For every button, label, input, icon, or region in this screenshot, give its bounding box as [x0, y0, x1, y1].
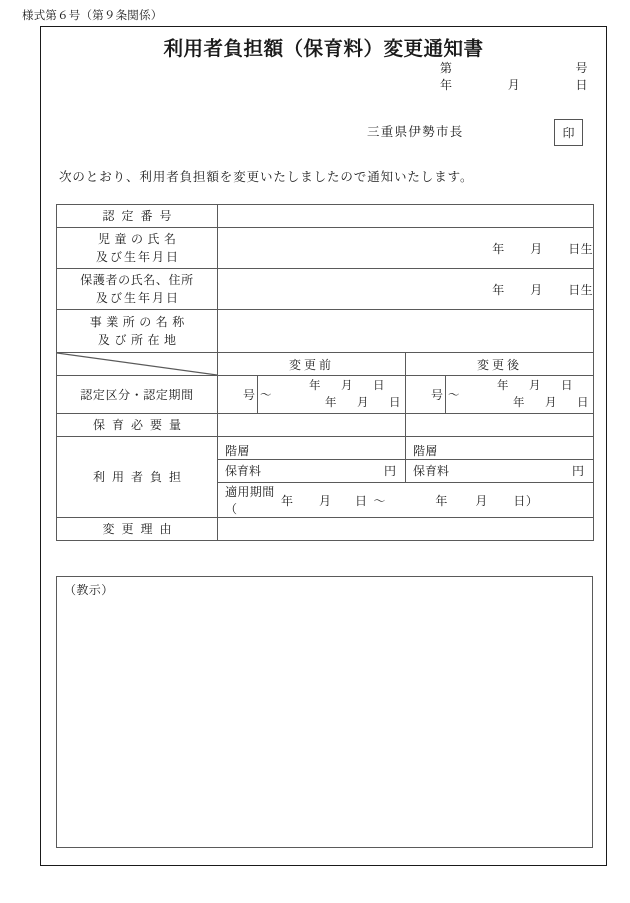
fee-unit-before: 円 [383, 464, 396, 479]
child-birth-month-label: 月 [530, 241, 543, 256]
apply-start-month: 月 [319, 493, 332, 508]
table-row-care-volume [57, 414, 594, 437]
table-row-facility [57, 310, 594, 353]
value-change-reason[interactable] [218, 518, 594, 541]
date-day-label: 日 [575, 78, 588, 93]
issuer-name: 三重県伊勢市長 [367, 125, 464, 139]
column-header-after: 変更後 [406, 353, 594, 376]
number-prefix-label: 第 [440, 61, 453, 75]
date-month-label: 月 [507, 78, 521, 93]
label-care-volume: 保育必要量 [57, 414, 218, 437]
value-fee-before[interactable] [218, 460, 406, 483]
value-certification-period-after[interactable] [406, 376, 594, 414]
guardian-birth-year-label: 年 [492, 282, 505, 297]
table-row-change-reason [57, 518, 594, 541]
fee-label-before: 保育料 [225, 464, 262, 479]
guardian-birth-month-label: 月 [530, 282, 543, 297]
table-row-child-name [57, 228, 594, 269]
table-row-certification-type-period [57, 376, 594, 414]
diagonal-blank-cell [57, 353, 218, 376]
form-number: 様式第６号（第９条関係） [22, 10, 163, 22]
value-tier-before[interactable] [218, 437, 406, 460]
label-change-reason: 変更理由 [57, 518, 218, 541]
table-row-change-headers [57, 353, 594, 376]
seal-icon: 印 [554, 119, 583, 146]
lead-sentence: 次のとおり、利用者負担額を変更いたしましたので通知いたします。 [59, 170, 474, 184]
value-facility[interactable] [218, 310, 594, 353]
label-certification-number: 認定番号 [57, 205, 218, 228]
table-row-guardian [57, 269, 594, 310]
after-period-start: 年 月 日 [497, 380, 573, 392]
document-frame [40, 26, 607, 866]
instruction-label: （教示） [64, 583, 114, 597]
after-go-unit: 号 [406, 376, 446, 413]
apply-end-month: 月 [475, 493, 488, 508]
value-care-volume-before[interactable] [218, 414, 406, 437]
before-period-start: 年 月 日 [309, 380, 385, 392]
child-birth-day-label: 日生 [568, 241, 593, 256]
apply-end-year: 年 [435, 493, 448, 508]
page-title: 利用者負担額（保育料）変更通知書 [163, 37, 484, 60]
label-user-burden: 利用者負担 [57, 437, 218, 518]
label-facility: 事業所の名称 及び所在地 [57, 310, 218, 353]
apply-period-tilde: ～ [373, 493, 386, 508]
fee-label-after: 保育料 [413, 464, 450, 479]
value-guardian-birthdate[interactable] [218, 269, 594, 310]
label-child-name: 児童の氏名 及び生年月日 [57, 228, 218, 269]
value-tier-after[interactable] [406, 437, 594, 460]
tier-label-after: 階層 [413, 443, 438, 458]
value-certification-number[interactable] [218, 205, 594, 228]
guardian-birth-day-label: 日生 [568, 282, 593, 297]
before-period-tilde: ～ [260, 389, 272, 402]
child-birth-year-label: 年 [492, 241, 505, 256]
apply-start-day: 日 [355, 493, 368, 508]
apply-period-label: 適用期間（ [225, 485, 275, 517]
apply-end-day: 日 [513, 493, 526, 508]
document-number-row [428, 60, 588, 77]
document-number-and-date [428, 60, 588, 94]
apply-period-close: ） [525, 493, 539, 508]
table-row-user-burden-tier [57, 437, 594, 460]
before-go-unit: 号 [218, 376, 258, 413]
table-row-certification-number [57, 205, 594, 228]
value-apply-period[interactable] [218, 483, 594, 518]
tier-label-before: 階層 [225, 443, 250, 458]
fee-unit-after: 円 [571, 464, 584, 479]
value-fee-after[interactable] [406, 460, 594, 483]
column-header-before: 変更前 [218, 353, 406, 376]
instruction-area[interactable] [56, 576, 593, 848]
value-care-volume-after[interactable] [406, 414, 594, 437]
after-period-tilde: ～ [448, 389, 460, 402]
notification-table [56, 204, 594, 541]
label-guardian: 保護者の氏名、住所 及び生年月日 [57, 269, 218, 310]
value-child-birthdate[interactable] [218, 228, 594, 269]
label-certification-type-period: 認定区分・認定期間 [57, 376, 218, 414]
after-period-end: 年 月 日 [513, 396, 589, 409]
date-year-label: 年 [440, 78, 453, 93]
before-period-end: 年 月 日 [325, 396, 401, 409]
apply-start-year: 年 [281, 493, 294, 508]
number-suffix-label: 号 [575, 61, 588, 75]
issuer-line [41, 119, 606, 149]
value-certification-period-before[interactable] [218, 376, 406, 414]
document-date-row [428, 77, 588, 94]
